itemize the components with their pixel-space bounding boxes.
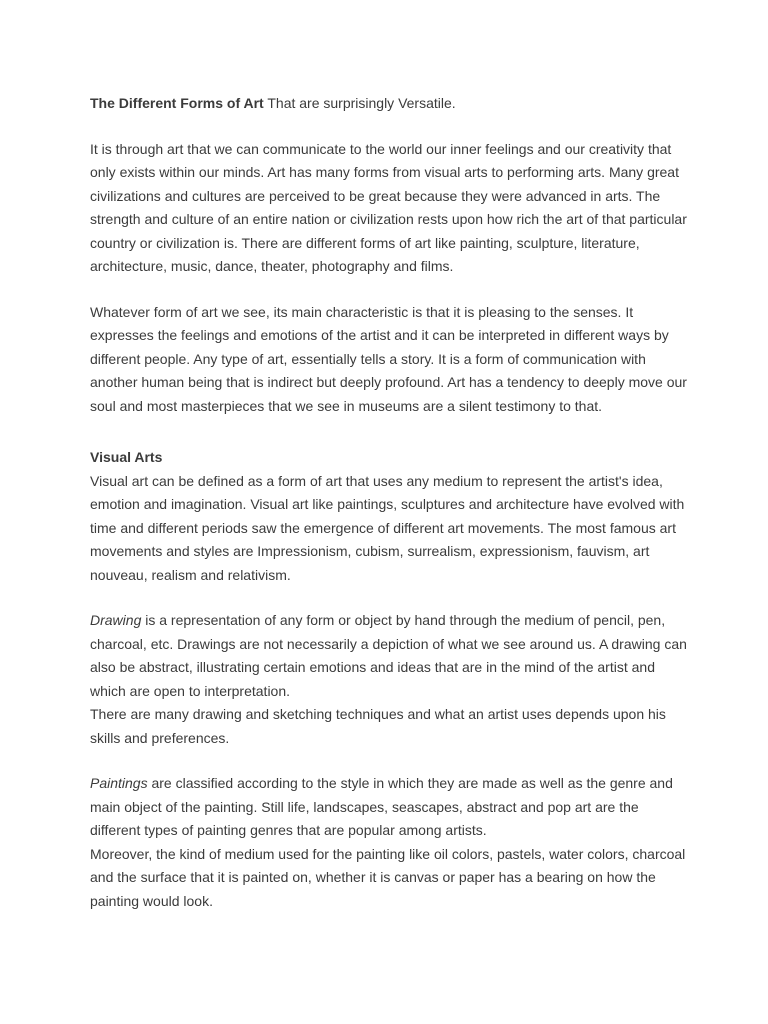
visual-arts-paragraph: Visual art can be defined as a form of art that uses any medium to represent the artist's idea, emotion and imagination. Visual art like paintings, sculptures and architecture have evolved with time and different periods saw the emergence of different art movements. The most famous art movements and styles are Impressionism, cubism, surrealism, expressionism, fauvism, art nouveau, realism and relativism. bbox=[90, 472, 685, 583]
document-title bbox=[90, 92, 690, 116]
paintings-paragraph bbox=[90, 772, 690, 843]
paintings-followup: Moreover, the kind of medium used for the painting like oil colors, pastels, water colors, charcoal and the surface that it is painted on, whether it is canvas or paper has a bearing on how the painting would look. bbox=[90, 845, 686, 909]
second-paragraph: Whatever form of art we see, its main characteristic is that it is pleasing to the senses. It expresses the feelings and emotions of the artist and it can be interpreted in different ways by different people. Any type of art, essentially tells a story. It is a form of communication with another human being that is indirect but deeply profound. Art has a tendency to deeply move our soul and most masterpieces that we see in museums are a silent testimony to that. bbox=[90, 303, 687, 414]
paintings-text: are classified according to the style in which they are made as well as the genre and main object of the painting. Still life, landscapes, seascapes, abstract and pop art are the different types of painting genres that are popular among artists. bbox=[90, 775, 673, 838]
title-rest-text: That are surprisingly Versatile. bbox=[263, 95, 456, 111]
drawing-followup: There are many drawing and sketching techniques and what an artist uses depends upon his skills and preferences. bbox=[90, 706, 666, 746]
drawing-paragraph bbox=[90, 609, 690, 703]
paintings-term: Paintings bbox=[90, 775, 148, 791]
intro-paragraph: It is through art that we can communicate to the world our inner feelings and our creativity that only exists within our minds. Art has many forms from visual arts to performing arts. Many great civilizations and cultures are perceived to be great because they were advanced in arts. The strength and culture of an entire nation or civilization rests upon how rich the art of that particular country or civilization is. There are different forms of art like painting, sculpture, literature, architecture, music, dance, theater, photography and films. bbox=[90, 140, 687, 274]
title-bold-text: The Different Forms of Art bbox=[90, 95, 264, 111]
drawing-term: Drawing bbox=[90, 612, 142, 628]
drawing-text: is a representation of any form or object by hand through the medium of pencil, pen, charcoal, etc. Drawings are not necessarily a depiction of what we see around us. A drawing can also be abstract, illustrating certain emotions and ideas that are in the mind of the artist and which are open to interpretation. bbox=[90, 612, 687, 699]
visual-arts-heading: Visual Arts bbox=[90, 449, 163, 465]
document-page bbox=[90, 92, 690, 935]
